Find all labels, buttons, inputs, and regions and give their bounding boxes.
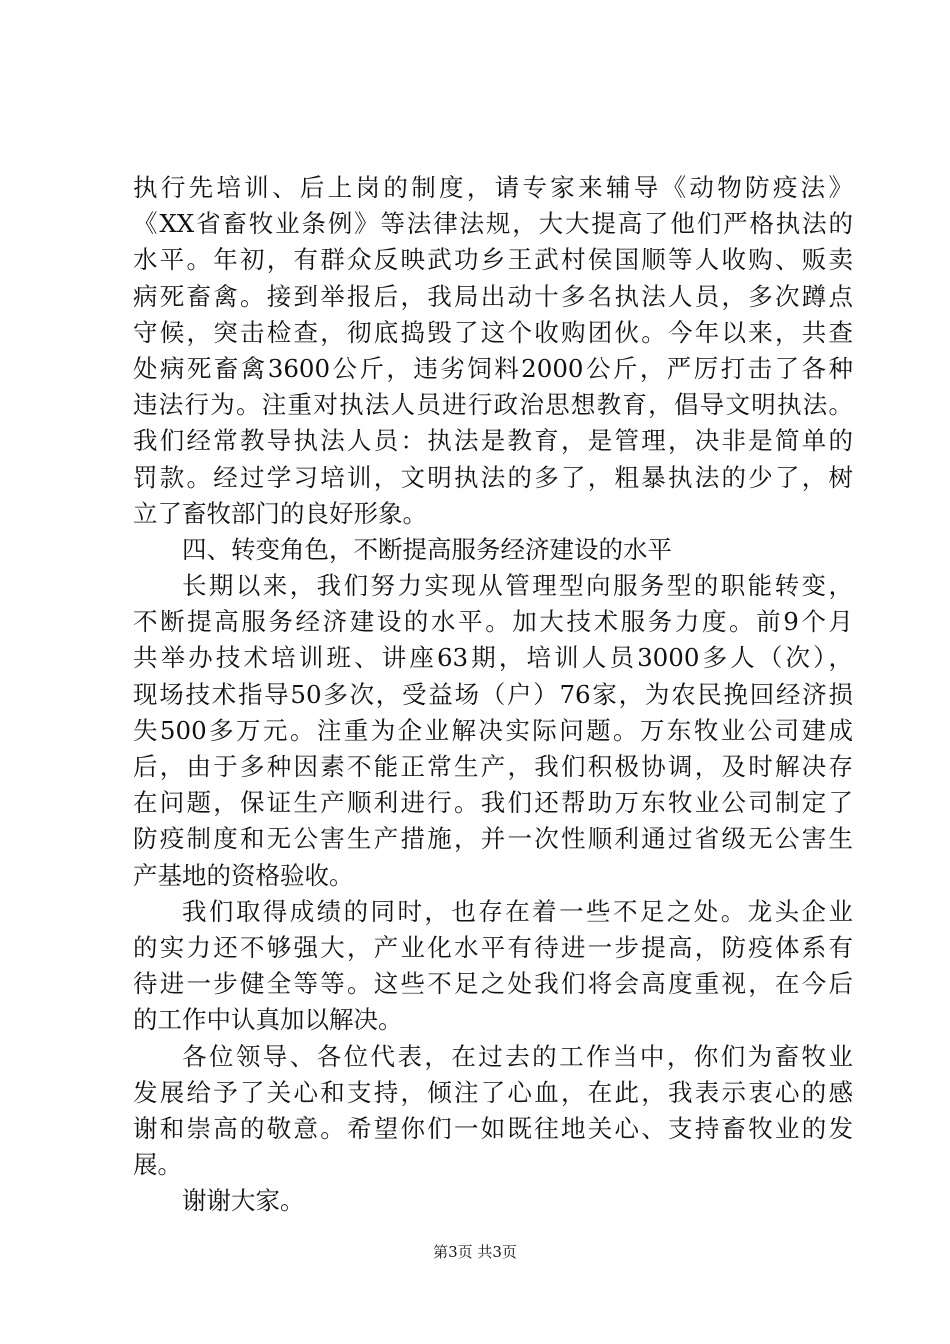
text-line: 长期以来，我们努力实现从管理型向服务型的职能转变， xyxy=(182,571,853,601)
text-line: 共举办技术培训班、讲座63期，培训人员3000多人（次）， xyxy=(133,643,853,673)
text-line: 各位领导、各位代表，在过去的工作当中，你们为畜牧业 xyxy=(182,1041,853,1071)
text-line: 水平。年初，有群众反映武功乡王武村侯国顺等人收购、贩卖 xyxy=(133,245,853,275)
text-line: 在问题，保证生产顺利进行。我们还帮助万东牧业公司制定了 xyxy=(133,788,853,818)
text-line: 失500多万元。注重为企业解决实际问题。万东牧业公司建成 xyxy=(133,715,853,745)
text-line: 待进一步健全等等。这些不足之处我们将会高度重视，在今后 xyxy=(133,969,853,999)
text-line: 展。 xyxy=(133,1150,182,1180)
text-line: 现场技术指导50多次，受益场（户）76家，为农民挽回经济损 xyxy=(133,679,853,709)
section-heading: 四、转变角色，不断提高服务经济建设的水平 xyxy=(182,534,672,564)
text-line: 的工作中认真加以解决。 xyxy=(133,1005,403,1035)
text-line: 执行先培训、后上岗的制度，请专家来辅导《动物防疫法》 xyxy=(133,173,853,202)
document-body xyxy=(133,170,853,1219)
text-line: 不断提高服务经济建设的水平。加大技术服务力度。前9个月 xyxy=(133,607,853,637)
text-line: 后，由于多种因素不能正常生产，我们积极协调，及时解决存 xyxy=(133,752,853,781)
text-line: 谢和崇高的敬意。希望你们一如既往地关心、支持畜牧业的发 xyxy=(133,1113,853,1143)
text-line: 违法行为。注重对执法人员进行政治思想教育，倡导文明执法。 xyxy=(133,390,853,420)
text-line: 我们经常教导执法人员：执法是教育，是管理，决非是简单的 xyxy=(133,426,853,456)
text-line: 防疫制度和无公害生产措施，并一次性顺利通过省级无公害生 xyxy=(133,824,853,854)
text-line: 发展给予了关心和支持，倾注了心血，在此，我表示衷心的感 xyxy=(133,1077,853,1107)
text-line: 的实力还不够强大，产业化水平有待进一步提高，防疫体系有 xyxy=(133,932,853,962)
text-line: 产基地的资格验收。 xyxy=(133,860,354,890)
text-line: 罚款。经过学习培训，文明执法的多了，粗暴执法的少了，树 xyxy=(133,462,853,492)
text-line: 我们取得成绩的同时，也存在着一些不足之处。龙头企业 xyxy=(182,896,853,926)
text-line: 病死畜禽。接到举报后，我局出动十多名执法人员，多次蹲点 xyxy=(133,281,853,311)
page-number-footer: 第3页 共3页 xyxy=(433,1243,517,1261)
closing-line: 谢谢大家。 xyxy=(182,1186,305,1216)
text-line: 立了畜牧部门的良好形象。 xyxy=(133,498,427,528)
text-line: 处病死畜禽3600公斤，违劣饲料2000公斤，严厉打击了各种 xyxy=(133,353,853,383)
text-line: 《XX省畜牧业条例》等法律法规，大大提高了他们严格执法的 xyxy=(133,209,853,239)
text-line: 守候，突击检查，彻底捣毁了这个收购团伙。今年以来，共查 xyxy=(133,317,853,347)
